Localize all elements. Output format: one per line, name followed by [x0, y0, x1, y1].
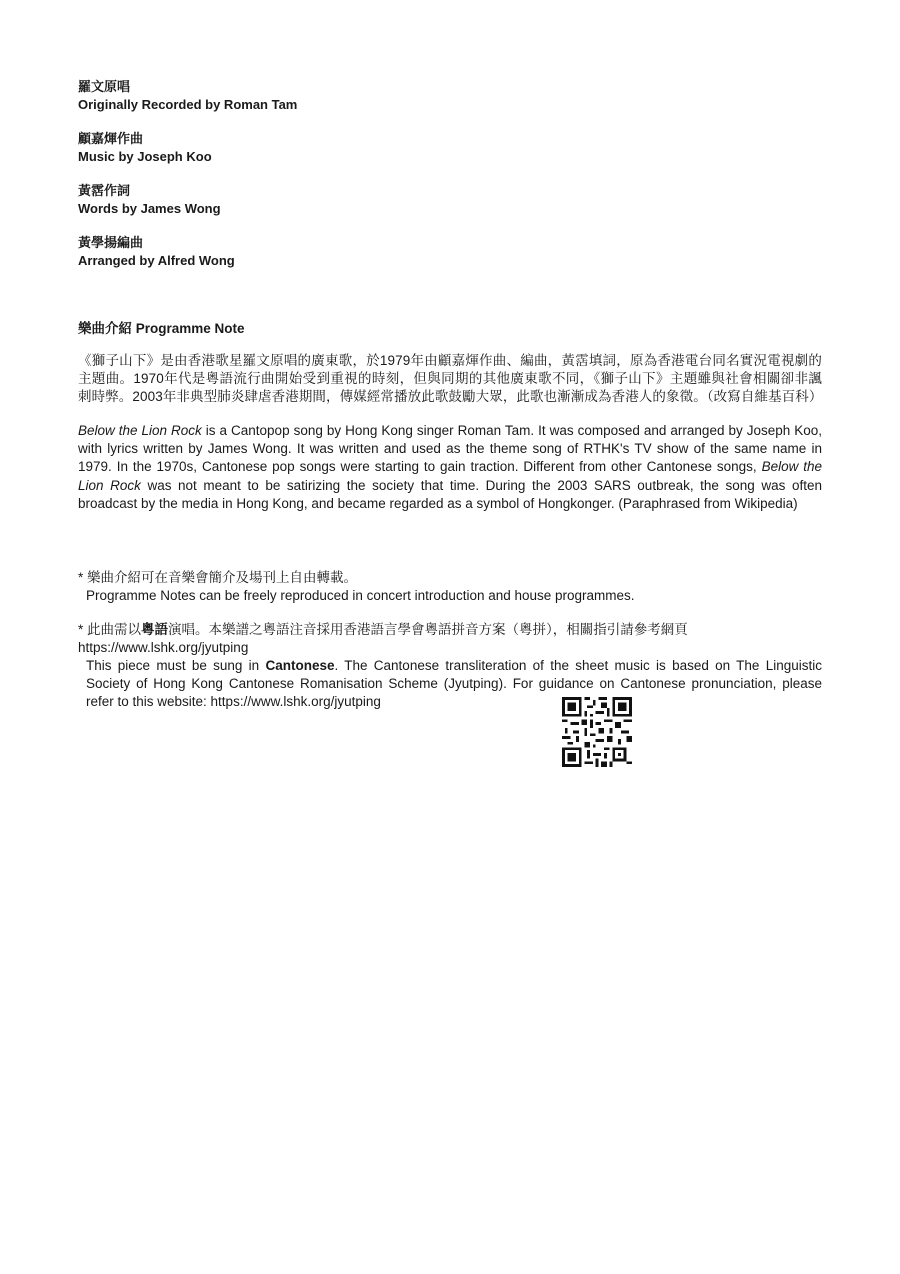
- credit-singer-en: Originally Recorded by Roman Tam: [78, 97, 298, 112]
- credit-singer-zh: 羅文原唱: [78, 79, 131, 94]
- cantonese-note-en-pre: This piece must be sung in: [86, 658, 266, 674]
- credit-arranger: [78, 234, 822, 270]
- reproduce-note-en: Programme Notes can be freely reproduced in concert introduction and house programmes.: [86, 588, 635, 604]
- cantonese-note-zh-pre: * 此曲需以: [78, 622, 142, 638]
- credit-lyricist-en: Words by James Wong: [78, 201, 221, 216]
- reproduce-note: [78, 569, 822, 605]
- programme-note-en: [78, 422, 822, 513]
- credit-lyricist-zh: 黃霑作詞: [78, 183, 131, 198]
- credit-arranger-en: Arranged by Alfred Wong: [78, 253, 235, 268]
- qr-code-icon[interactable]: [562, 697, 632, 767]
- programme-note-en-part2: was not meant to be satirizing the society that time. During the 2003 SARS outbreak, the song was often broadcast by the media in Hong Kong, and became regarded as a symbol of Hongkonger. (Paraphrased from Wikipedia): [78, 477, 822, 511]
- programme-note-title: 樂曲介紹 Programme Note: [78, 321, 245, 336]
- credit-singer: [78, 78, 822, 114]
- credit-arranger-zh: 黃學揚編曲: [78, 235, 144, 250]
- programme-note-zh: 《獅子山下》是由香港歌星羅文原唱的廣東歌，於1979年由顧嘉煇作曲、編曲，黃霑填詞，原為香港電台同名實況電視劇的主題曲。1970年代是粵語流行曲開始受到重視的時刻，但與同期的其他廣東歌不同，《獅子山下》主題雖與社會相關卻非諷刺時弊。2003年非典型肺炎肆虐香港期間，傳媒經常播放此歌鼓勵大眾，此歌也漸漸成為香港人的象徵。（改寫自維基百科）: [78, 353, 823, 404]
- programme-note-en-part1: is a Cantopop song by Hong Kong singer Roman Tam. It was composed and arranged by Joseph Koo, with lyrics written by James Wong. It was written and used as the theme song of RTHK's TV show of the same name in 1979. In the 1970s, Cantonese pop songs were starting to gain traction. Different from other Cantonese songs,: [78, 423, 822, 475]
- credit-composer-zh: 顧嘉煇作曲: [78, 131, 144, 146]
- reproduce-note-zh: * 樂曲介紹可在音樂會簡介及場刊上自由轉載。: [78, 570, 358, 586]
- cantonese-note-zh-post: 演唱。本樂譜之粵語注音採用香港語言學會粵語拼音方案（粵拼），相關指引請參考網頁 https://www.lshk.org/jyutping: [78, 622, 688, 656]
- cantonese-note-zh: [78, 621, 822, 657]
- credit-lyricist: [78, 182, 822, 218]
- cantonese-note-en-bold: Cantonese: [265, 658, 335, 674]
- song-title-italic: Below the Lion Rock: [78, 423, 202, 438]
- credit-composer-en: Music by Joseph Koo: [78, 149, 212, 164]
- cantonese-note-zh-bold: 粵語: [141, 622, 169, 638]
- credit-composer: [78, 130, 822, 166]
- document-page: [78, 78, 822, 767]
- cantonese-note-en-post: . The Cantonese transliteration of the sheet music is based on The Linguistic Society of Hong Kong Cantonese Romanisation Scheme (Jyutping). For guidance on Cantonese pronunciation, please refer to this website: https://www.lshk.org/jyutping: [86, 658, 822, 710]
- song-title-italic: Below the Lion Rock: [78, 459, 823, 493]
